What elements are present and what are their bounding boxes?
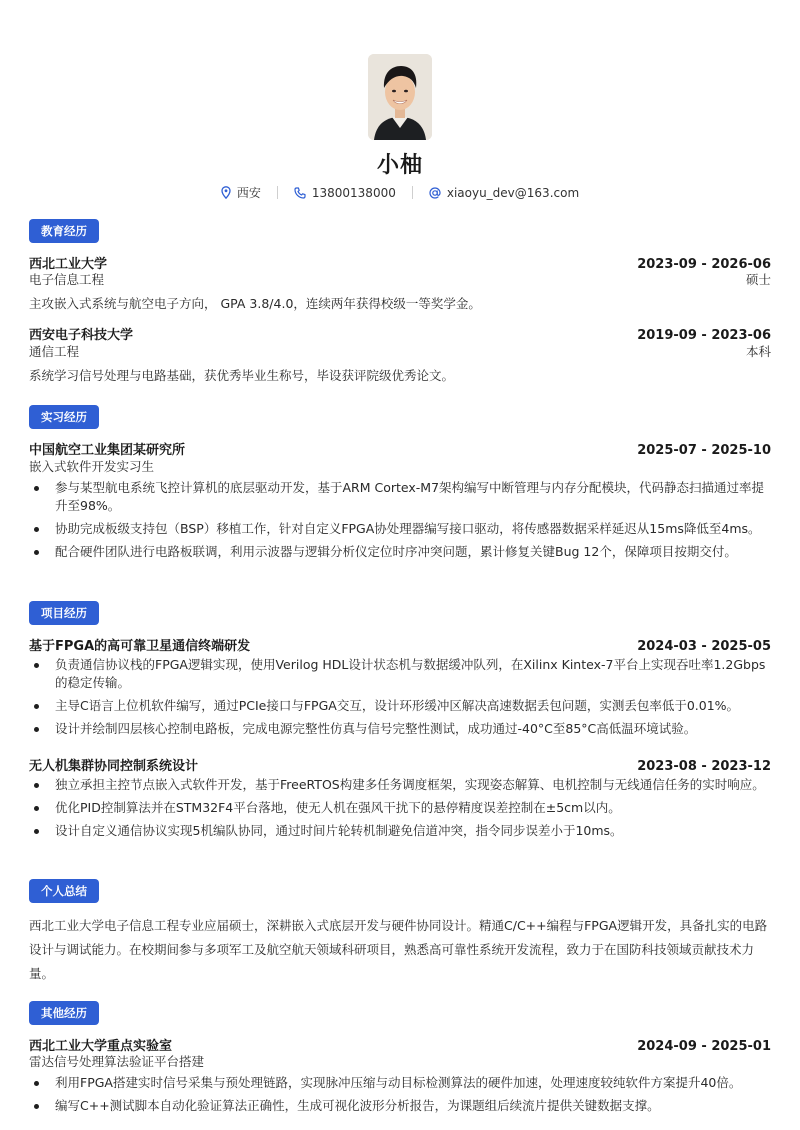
list-item: 参与某型航电系统飞控计算机的底层驱动开发，基于ARM Cortex-M7架构编写中断管理与内存分配模块，代码静态扫描通过率提升至98%。 <box>29 479 771 515</box>
map-pin-icon <box>221 186 231 199</box>
list-item: 设计并绘制四层核心控制电路板，完成电源完整性仿真与信号完整性测试，成功通过-40°C至85°C高低温环境试验。 <box>29 720 771 738</box>
list-item: 负责通信协议栈的FPGA逻辑实现，使用Verilog HDL设计状态机与数据缓冲队列，在Xilinx Kintex-7平台上实现吞吐率1.2Gbps的稳定传输。 <box>29 656 771 692</box>
contact-location <box>221 184 261 201</box>
date-range: 2024-03 - 2025-05 <box>637 639 771 654</box>
internship-bullets <box>29 479 771 566</box>
list-item: 利用FPGA搭建实时信号采集与预处理链路，实现脉冲压缩与动目标检测算法的硬件加速，处理速度较纯软件方案提升40倍。 <box>29 1074 771 1092</box>
contact-bar <box>0 184 800 201</box>
school-name: 西安电子科技大学 <box>29 328 134 343</box>
candidate-name: 小柚 <box>376 153 423 178</box>
email-text[interactable]: xiaoyu_dev@163.com <box>446 185 580 200</box>
project-bullets <box>29 656 771 743</box>
other-bullets <box>29 1074 771 1120</box>
company-name: 中国航空工业集团某研究所 <box>29 443 186 458</box>
education-subrow <box>29 270 771 288</box>
org-name: 西北工业大学重点实验室 <box>29 1039 173 1054</box>
degree: 硕士 <box>745 272 771 287</box>
education-subrow <box>29 342 771 360</box>
project-name: 基于FPGA的高可靠卫星通信终端研发 <box>29 639 251 654</box>
at-sign-icon <box>429 187 441 199</box>
project-role: 雷达信号处理算法验证平台搭建 <box>29 1054 205 1069</box>
project-row <box>29 755 771 774</box>
major: 电子信息工程 <box>29 272 105 287</box>
date-range: 2023-09 - 2026-06 <box>637 257 771 272</box>
project-row <box>29 635 771 654</box>
section-badge-education: 教育经历 <box>29 219 99 243</box>
profile-photo <box>368 54 432 140</box>
list-item: 协助完成板级支持包（BSP）移植工作，针对自定义FPGA协处理器编写接口驱动，将传感器数据采样延迟从15ms降低至4ms。 <box>29 520 771 538</box>
contact-email <box>429 186 579 200</box>
list-item: 配合硬件团队进行电路板联调，利用示波器与逻辑分析仪定位时序冲突问题，累计修复关键Bug 12个，保障项目按期交付。 <box>29 543 771 561</box>
list-item: 独立承担主控节点嵌入式软件开发，基于FreeRTOS构建多任务调度框架，实现姿态解算、电机控制与无线通信任务的实时响应。 <box>29 776 771 794</box>
list-item: 主导C语言上位机软件编写，通过PCIe接口与FPGA交互，设计环形缓冲区解决高速数据丢包问题，实测丢包率低于0.01%。 <box>29 697 771 715</box>
list-item: 优化PID控制算法并在STM32F4平台落地，使无人机在强风干扰下的悬停精度误差控制在±5cm以内。 <box>29 799 771 817</box>
list-item: 设计自定义通信协议实现5机编队协同，通过时间片轮转机制避免信道冲突，指令同步误差小于10ms。 <box>29 822 771 840</box>
date-range: 2024-09 - 2025-01 <box>637 1039 771 1054</box>
summary-text: 西北工业大学电子信息工程专业应届硕士，深耕嵌入式底层开发与硬件协同设计。精通C/C++编程与FPGA逻辑开发，具备扎实的电路设计与调试能力。在校期间参与多项军工及航空航天领域科研项目，熟悉高可靠性系统开发流程，致力于在国防科技领域贡献技术力量。 <box>29 918 768 981</box>
job-role: 嵌入式软件开发实习生 <box>29 459 155 474</box>
contact-divider <box>412 186 413 199</box>
project-bullets <box>29 776 771 845</box>
education-description: 系统学习信号处理与电路基础，获优秀毕业生称号，毕设获评院级优秀论文。 <box>29 368 455 383</box>
contact-divider <box>277 186 278 199</box>
other-subrow <box>29 1052 771 1070</box>
school-name: 西北工业大学 <box>29 257 108 272</box>
list-item: 编写C++测试脚本自动化验证算法正确性，生成可视化波形分析报告，为课题组后续流片提供关键数据支撑。 <box>29 1097 771 1115</box>
phone-text[interactable]: 13800138000 <box>311 185 396 200</box>
date-range: 2025-07 - 2025-10 <box>637 443 771 458</box>
phone-icon <box>294 187 306 199</box>
section-badge-internship: 实习经历 <box>29 405 99 429</box>
major: 通信工程 <box>29 344 80 359</box>
section-badge-projects: 项目经历 <box>29 601 99 625</box>
section-badge-other: 其他经历 <box>29 1001 99 1025</box>
section-badge-summary: 个人总结 <box>29 879 99 903</box>
project-name: 无人机集群协同控制系统设计 <box>29 759 199 774</box>
internship-row <box>29 439 771 458</box>
contact-phone <box>294 186 396 200</box>
date-range: 2023-08 - 2023-12 <box>637 759 771 774</box>
internship-subrow <box>29 457 771 475</box>
date-range: 2019-09 - 2023-06 <box>637 328 771 343</box>
degree: 本科 <box>745 344 771 359</box>
education-row <box>29 324 771 343</box>
education-description: 主攻嵌入式系统与航空电子方向， GPA 3.8/4.0，连续两年获得校级一等奖学金。 <box>29 296 481 311</box>
location-text: 西安 <box>236 186 261 200</box>
